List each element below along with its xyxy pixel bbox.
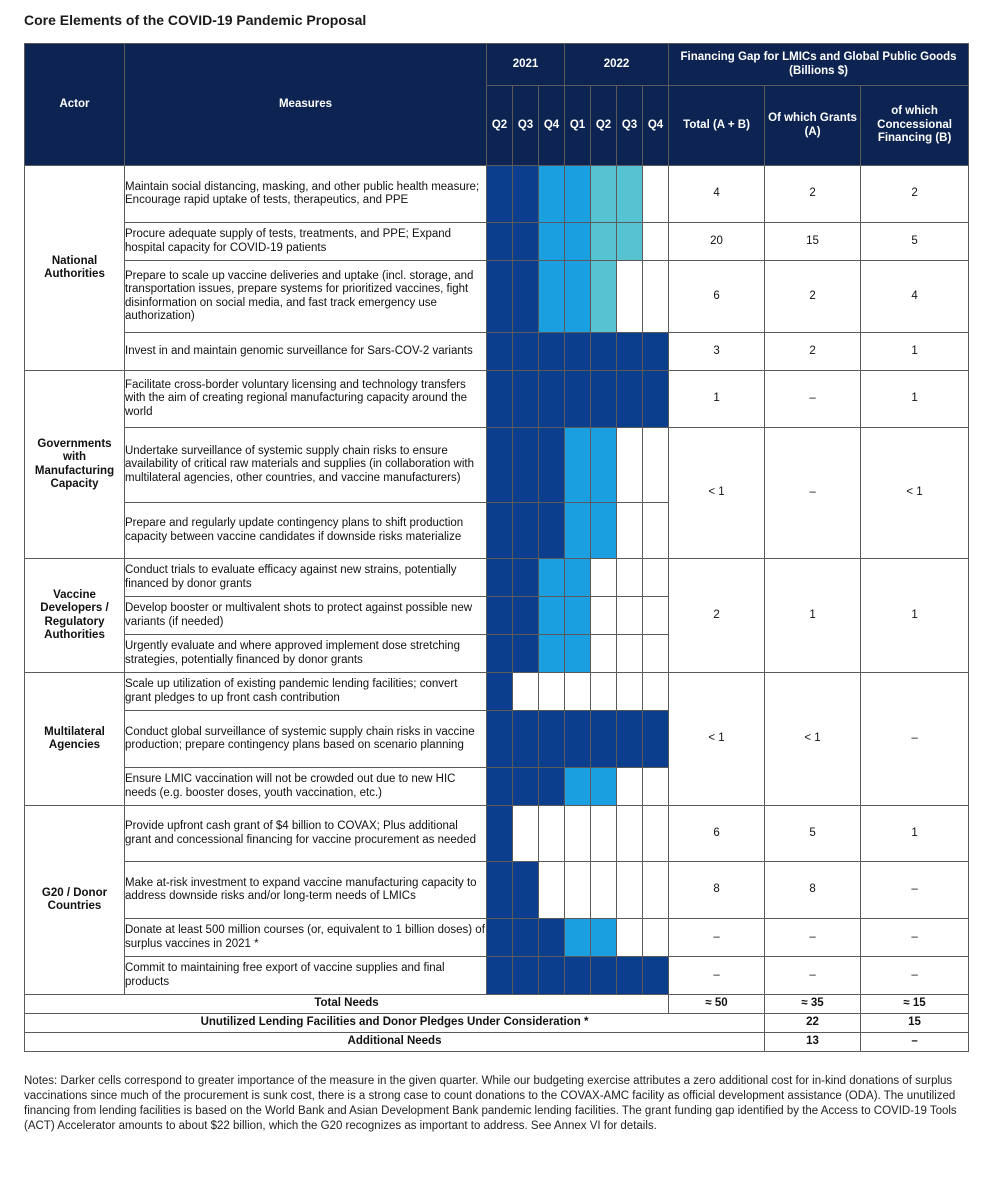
quarter-intensity-cell	[539, 862, 565, 919]
quarter-intensity-cell	[513, 371, 539, 428]
quarter-intensity-cell	[539, 333, 565, 371]
quarter-intensity-cell	[487, 559, 513, 597]
header-quarter: Q2	[487, 86, 513, 166]
quarter-intensity-cell	[643, 559, 669, 597]
additional-needs-conc: –	[861, 1033, 969, 1052]
financing-conc-cell: 1	[861, 371, 969, 428]
measure-cell: Prepare and regularly update contingency plans to shift production capacity between vaccine candidates if downside risks materialize	[125, 503, 487, 559]
table-row	[25, 806, 969, 862]
quarter-intensity-cell	[643, 806, 669, 862]
header-quarter: Q1	[565, 86, 591, 166]
financing-grants-cell: –	[765, 957, 861, 995]
quarter-intensity-cell	[513, 559, 539, 597]
quarter-intensity-cell	[617, 428, 643, 503]
header-total: Total (A + B)	[669, 86, 765, 166]
quarter-intensity-cell	[565, 428, 591, 503]
quarter-intensity-cell	[565, 166, 591, 223]
header-year-2022: 2022	[565, 44, 669, 86]
measure-cell: Facilitate cross-border voluntary licensing and technology transfers with the aim of creating regional manufacturing capacity around the world	[125, 371, 487, 428]
financing-conc-cell: –	[861, 919, 969, 957]
quarter-intensity-cell	[617, 223, 643, 261]
quarter-intensity-cell	[487, 261, 513, 333]
financing-grants-cell: –	[765, 371, 861, 428]
quarter-intensity-cell	[617, 166, 643, 223]
quarter-intensity-cell	[643, 166, 669, 223]
financing-grants-cell: 2	[765, 166, 861, 223]
table-row	[25, 957, 969, 995]
header-financing-gap: Financing Gap for LMICs and Global Public Goods (Billions $)	[669, 44, 969, 86]
quarter-intensity-cell	[565, 711, 591, 768]
header-year-2021: 2021	[487, 44, 565, 86]
measure-cell: Urgently evaluate and where approved implement dose stretching strategies, potentially financed by donor grants	[125, 635, 487, 673]
table-row	[25, 559, 969, 597]
quarter-intensity-cell	[487, 166, 513, 223]
totals-section	[25, 995, 969, 1052]
financing-total-cell: 4	[669, 166, 765, 223]
quarter-intensity-cell	[565, 635, 591, 673]
financing-total-cell: 6	[669, 261, 765, 333]
quarter-intensity-cell	[617, 919, 643, 957]
quarter-intensity-cell	[539, 806, 565, 862]
financing-total-cell: 2	[669, 559, 765, 673]
financing-grants-cell: –	[765, 428, 861, 559]
table-row	[25, 862, 969, 919]
quarter-intensity-cell	[565, 919, 591, 957]
quarter-intensity-cell	[513, 503, 539, 559]
measure-cell: Conduct trials to evaluate efficacy against new strains, potentially financed by donor grants	[125, 559, 487, 597]
financing-grants-cell: 2	[765, 333, 861, 371]
quarter-intensity-cell	[591, 806, 617, 862]
quarter-intensity-cell	[617, 957, 643, 995]
quarter-intensity-cell	[565, 559, 591, 597]
quarter-intensity-cell	[643, 333, 669, 371]
header-quarter: Q4	[643, 86, 669, 166]
quarter-intensity-cell	[513, 597, 539, 635]
header-quarter: Q3	[513, 86, 539, 166]
measure-cell: Scale up utilization of existing pandemic lending facilities; convert grant pledges to up front cash contribution	[125, 673, 487, 711]
financing-total-cell: < 1	[669, 673, 765, 806]
quarter-intensity-cell	[591, 333, 617, 371]
quarter-intensity-cell	[539, 223, 565, 261]
financing-grants-cell: 2	[765, 261, 861, 333]
quarter-intensity-cell	[591, 768, 617, 806]
quarter-intensity-cell	[487, 371, 513, 428]
total-needs-total: ≈ 50	[669, 995, 765, 1014]
financing-grants-cell: < 1	[765, 673, 861, 806]
quarter-intensity-cell	[591, 428, 617, 503]
quarter-intensity-cell	[617, 806, 643, 862]
header-quarter: Q4	[539, 86, 565, 166]
quarter-intensity-cell	[591, 673, 617, 711]
quarter-intensity-cell	[513, 806, 539, 862]
financing-total-cell: 6	[669, 806, 765, 862]
total-needs-row	[25, 995, 969, 1014]
table-row	[25, 333, 969, 371]
quarter-intensity-cell	[513, 428, 539, 503]
measure-cell: Invest in and maintain genomic surveillance for Sars-COV-2 variants	[125, 333, 487, 371]
quarter-intensity-cell	[539, 371, 565, 428]
quarter-intensity-cell	[513, 957, 539, 995]
total-needs-label: Total Needs	[25, 995, 669, 1014]
quarter-intensity-cell	[539, 711, 565, 768]
quarter-intensity-cell	[487, 673, 513, 711]
quarter-intensity-cell	[565, 503, 591, 559]
total-needs-conc: ≈ 15	[861, 995, 969, 1014]
quarter-intensity-cell	[513, 711, 539, 768]
financing-grants-cell: 8	[765, 862, 861, 919]
unutilized-conc: 15	[861, 1014, 969, 1033]
header-grants: Of which Grants (A)	[765, 86, 861, 166]
quarter-intensity-cell	[643, 673, 669, 711]
quarter-intensity-cell	[643, 919, 669, 957]
quarter-intensity-cell	[539, 166, 565, 223]
measure-cell: Commit to maintaining free export of vaccine supplies and final products	[125, 957, 487, 995]
quarter-intensity-cell	[591, 166, 617, 223]
financing-conc-cell: 1	[861, 559, 969, 673]
financing-total-cell: –	[669, 919, 765, 957]
quarter-intensity-cell	[591, 635, 617, 673]
quarter-intensity-cell	[513, 673, 539, 711]
quarter-intensity-cell	[487, 223, 513, 261]
actor-cell: Vaccine Developers / Regulatory Authorities	[25, 559, 125, 673]
quarter-intensity-cell	[565, 597, 591, 635]
quarter-intensity-cell	[487, 333, 513, 371]
quarter-intensity-cell	[617, 711, 643, 768]
quarter-intensity-cell	[591, 597, 617, 635]
table-row	[25, 371, 969, 428]
quarter-intensity-cell	[565, 371, 591, 428]
quarter-intensity-cell	[565, 768, 591, 806]
quarter-intensity-cell	[487, 711, 513, 768]
quarter-intensity-cell	[591, 503, 617, 559]
measure-cell: Provide upfront cash grant of $4 billion to COVAX; Plus additional grant and concessional financing for vaccine procurement as needed	[125, 806, 487, 862]
quarter-intensity-cell	[539, 261, 565, 333]
financing-conc-cell: –	[861, 957, 969, 995]
quarter-intensity-cell	[591, 862, 617, 919]
quarter-intensity-cell	[539, 428, 565, 503]
table-row	[25, 673, 969, 711]
measure-cell: Procure adequate supply of tests, treatments, and PPE; Expand hospital capacity for COVID-19 patients	[125, 223, 487, 261]
total-needs-grants: ≈ 35	[765, 995, 861, 1014]
unutilized-row	[25, 1014, 969, 1033]
quarter-intensity-cell	[487, 768, 513, 806]
quarter-intensity-cell	[539, 597, 565, 635]
financing-total-cell: 20	[669, 223, 765, 261]
measure-cell: Ensure LMIC vaccination will not be crowded out due to new HIC needs (e.g. booster doses, youth vaccination, etc.)	[125, 768, 487, 806]
additional-needs-label: Additional Needs	[25, 1033, 765, 1052]
measure-cell: Undertake surveillance of systemic supply chain risks to ensure availability of critical raw materials and supplies (in collaboration with multilateral agencies, other countries, and vaccine manufacturers)	[125, 428, 487, 503]
measure-cell: Develop booster or multivalent shots to protect against possible new variants (if needed)	[125, 597, 487, 635]
financing-conc-cell: 5	[861, 223, 969, 261]
financing-total-cell: 3	[669, 333, 765, 371]
core-elements-table	[24, 43, 969, 1052]
quarter-intensity-cell	[643, 635, 669, 673]
quarter-intensity-cell	[617, 673, 643, 711]
quarter-intensity-cell	[539, 503, 565, 559]
additional-needs-grants: 13	[765, 1033, 861, 1052]
quarter-intensity-cell	[539, 635, 565, 673]
financing-conc-cell: 1	[861, 806, 969, 862]
quarter-intensity-cell	[643, 371, 669, 428]
financing-conc-cell: 4	[861, 261, 969, 333]
quarter-intensity-cell	[643, 261, 669, 333]
quarter-intensity-cell	[565, 223, 591, 261]
quarter-intensity-cell	[617, 597, 643, 635]
quarter-intensity-cell	[565, 806, 591, 862]
quarter-intensity-cell	[643, 503, 669, 559]
quarter-intensity-cell	[643, 428, 669, 503]
quarter-intensity-cell	[643, 597, 669, 635]
notes: Notes: Darker cells correspond to greater importance of the measure in the given quarter. While our budgeting exercise attributes a zero additional cost for in-kind donations of surplus vaccinations since much of the procurement is sunk cost, there is a strong case to count donations to the COVAX-AMC facility as official development assistance (ODA). The unutilized financing from lending facilities is based on the World Bank and Asian Development Bank pandemic lending facilities. The grant funding gap identified by the Access to COVID-19 Tools (ACT) Accelerator amounts to about $22 billion, which the G20 recognizes as important to address. See Annex VI for details.	[24, 1075, 957, 1132]
quarter-intensity-cell	[617, 333, 643, 371]
quarter-intensity-cell	[513, 919, 539, 957]
quarter-intensity-cell	[487, 862, 513, 919]
quarter-intensity-cell	[539, 559, 565, 597]
financing-conc-cell: 2	[861, 166, 969, 223]
unutilized-grants: 22	[765, 1014, 861, 1033]
quarter-intensity-cell	[513, 166, 539, 223]
quarter-intensity-cell	[565, 333, 591, 371]
quarter-intensity-cell	[591, 261, 617, 333]
table-row	[25, 223, 969, 261]
quarter-intensity-cell	[513, 768, 539, 806]
actor-cell: National Authorities	[25, 166, 125, 371]
quarter-intensity-cell	[513, 862, 539, 919]
quarter-intensity-cell	[643, 711, 669, 768]
quarter-intensity-cell	[565, 957, 591, 995]
additional-needs-row	[25, 1033, 969, 1052]
financing-conc-cell: 1	[861, 333, 969, 371]
header-quarter: Q3	[617, 86, 643, 166]
quarter-intensity-cell	[539, 768, 565, 806]
quarter-intensity-cell	[487, 597, 513, 635]
table-row	[25, 428, 969, 503]
table-row	[25, 166, 969, 223]
quarter-intensity-cell	[565, 261, 591, 333]
financing-total-cell: 1	[669, 371, 765, 428]
page-title: Core Elements of the COVID-19 Pandemic Proposal	[24, 12, 367, 28]
quarter-intensity-cell	[539, 673, 565, 711]
unutilized-label: Unutilized Lending Facilities and Donor Pledges Under Consideration *	[25, 1014, 765, 1033]
financing-grants-cell: 15	[765, 223, 861, 261]
quarter-intensity-cell	[617, 371, 643, 428]
quarter-intensity-cell	[565, 673, 591, 711]
header-concessional: of which Concessional Financing (B)	[861, 86, 969, 166]
header-actor: Actor	[25, 44, 125, 166]
quarter-intensity-cell	[617, 862, 643, 919]
quarter-intensity-cell	[591, 371, 617, 428]
financing-total-cell: –	[669, 957, 765, 995]
quarter-intensity-cell	[565, 862, 591, 919]
quarter-intensity-cell	[487, 428, 513, 503]
quarter-intensity-cell	[513, 635, 539, 673]
quarter-intensity-cell	[617, 559, 643, 597]
quarter-intensity-cell	[487, 919, 513, 957]
quarter-intensity-cell	[487, 957, 513, 995]
actor-cell: Governments with Manufacturing Capacity	[25, 371, 125, 559]
quarter-intensity-cell	[539, 957, 565, 995]
actor-cell: G20 / Donor Countries	[25, 806, 125, 995]
quarter-intensity-cell	[643, 768, 669, 806]
quarter-intensity-cell	[487, 635, 513, 673]
quarter-intensity-cell	[617, 635, 643, 673]
table-row	[25, 919, 969, 957]
quarter-intensity-cell	[591, 919, 617, 957]
quarter-intensity-cell	[643, 957, 669, 995]
financing-conc-cell: –	[861, 862, 969, 919]
header-measures: Measures	[125, 44, 487, 166]
financing-conc-cell: < 1	[861, 428, 969, 559]
quarter-intensity-cell	[487, 806, 513, 862]
quarter-intensity-cell	[513, 261, 539, 333]
financing-conc-cell: –	[861, 673, 969, 806]
financing-total-cell: 8	[669, 862, 765, 919]
quarter-intensity-cell	[591, 711, 617, 768]
header-quarter: Q2	[591, 86, 617, 166]
measure-cell: Donate at least 500 million courses (or, equivalent to 1 billion doses) of surplus vaccines in 2021 *	[125, 919, 487, 957]
quarter-intensity-cell	[643, 223, 669, 261]
quarter-intensity-cell	[591, 223, 617, 261]
table-body	[25, 166, 969, 995]
quarter-intensity-cell	[591, 957, 617, 995]
measure-cell: Conduct global surveillance of systemic supply chain risks in vaccine production; prepare contingency plans based on scenario planning	[125, 711, 487, 768]
table-row	[25, 261, 969, 333]
quarter-intensity-cell	[643, 862, 669, 919]
financing-grants-cell: –	[765, 919, 861, 957]
financing-grants-cell: 1	[765, 559, 861, 673]
quarter-intensity-cell	[539, 919, 565, 957]
quarter-intensity-cell	[513, 333, 539, 371]
quarter-intensity-cell	[513, 223, 539, 261]
quarter-intensity-cell	[487, 503, 513, 559]
quarter-intensity-cell	[617, 503, 643, 559]
actor-cell: Multilateral Agencies	[25, 673, 125, 806]
quarter-intensity-cell	[617, 261, 643, 333]
quarter-intensity-cell	[591, 559, 617, 597]
financing-grants-cell: 5	[765, 806, 861, 862]
measure-cell: Make at-risk investment to expand vaccine manufacturing capacity to address downside risks and/or long-term needs of LMICs	[125, 862, 487, 919]
measure-cell: Prepare to scale up vaccine deliveries and uptake (incl. storage, and transportation issues, prepare systems for prioritized vaccines, fight disinformation on social media, and fast track emergency use authorization)	[125, 261, 487, 333]
quarter-intensity-cell	[617, 768, 643, 806]
measure-cell: Maintain social distancing, masking, and other public health measure; Encourage rapid uptake of tests, therapeutics, and PPE	[125, 166, 487, 223]
financing-total-cell: < 1	[669, 428, 765, 559]
